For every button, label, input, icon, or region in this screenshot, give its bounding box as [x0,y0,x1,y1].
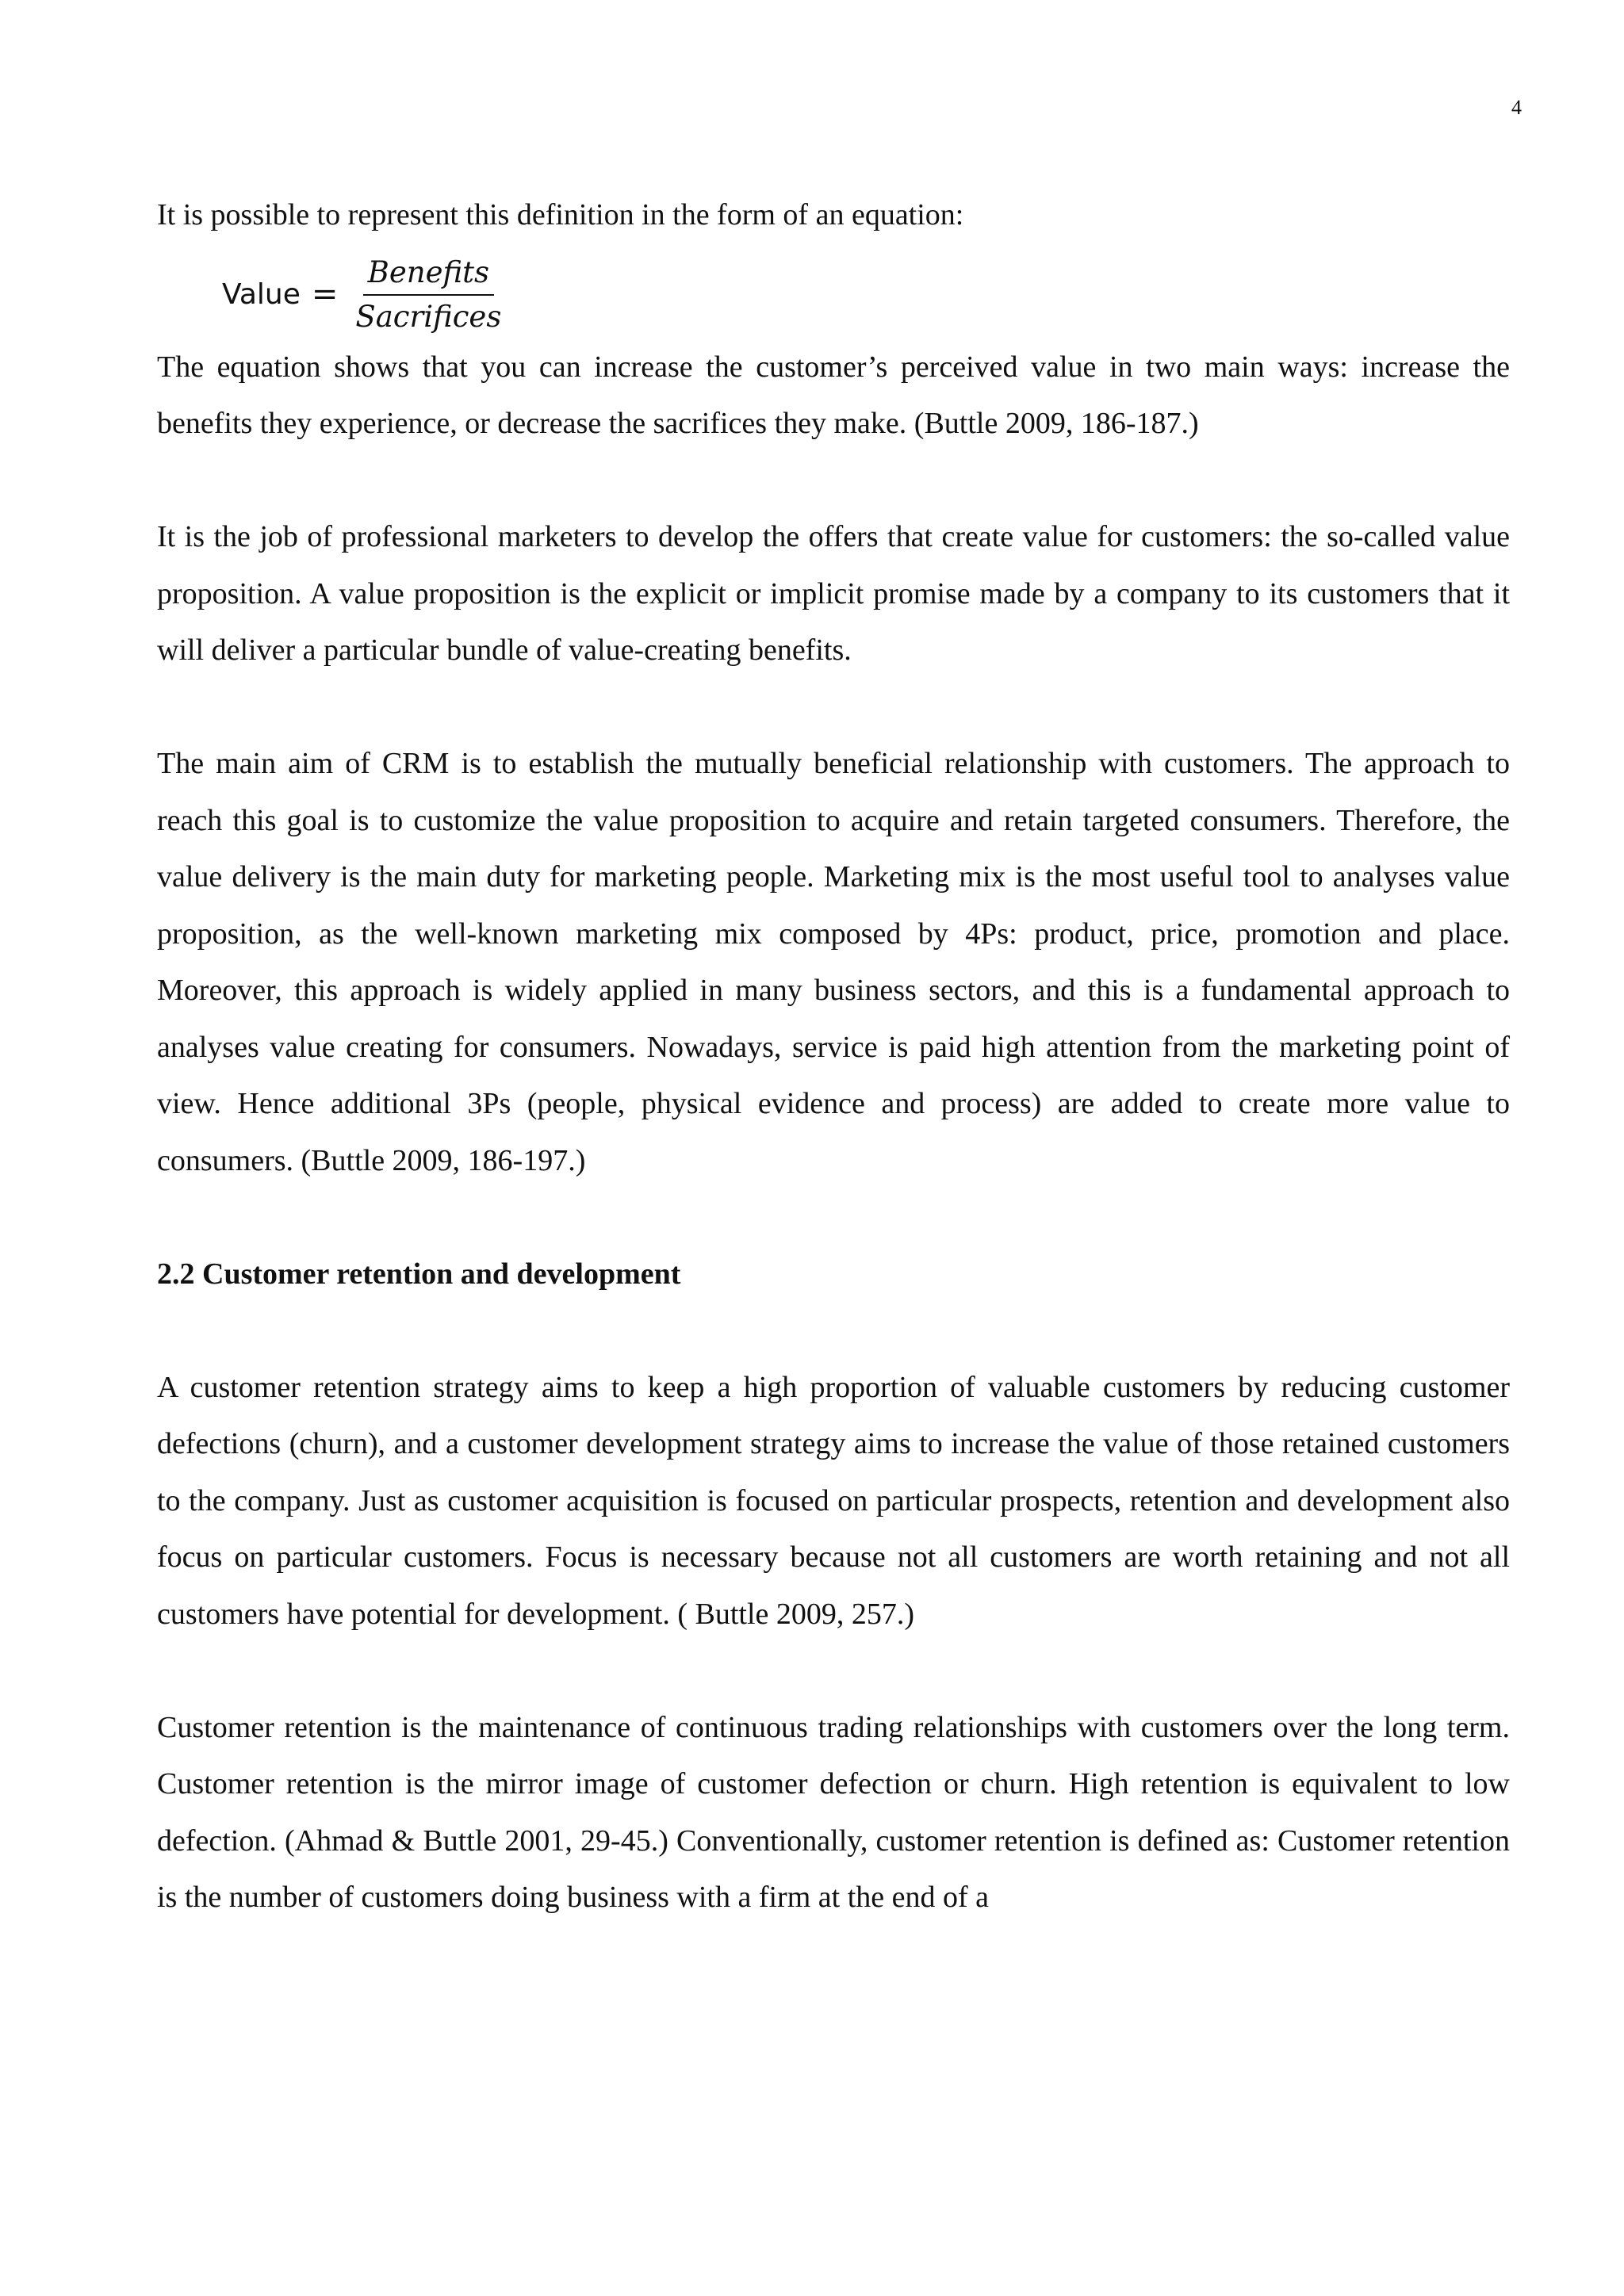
paragraph-value-proposition: It is the job of professional marketers to develop the offers that create value for customers: the so-called value proposition. A value proposition is the explicit or implicit promise made by a company to its customers that it will deliver a particular bundle of value-creating benefits. [157,520,1510,667]
fraction-numerator: Benefits [363,253,494,296]
equals-sign: = [311,275,339,312]
paragraph-value-equation: The equation shows that you can increase the customer’s perceived value in two main ways: increase the benefits they experience, or decrease the sacrifices they make. (Buttle 2009, 186-187.) [157,350,1510,440]
document-body [157,187,1510,1927]
fraction-denominator: Sacrifices [355,299,502,334]
section-heading: 2.2 Customer retention and development [157,1257,681,1291]
paragraph-gap [157,1643,1510,1700]
paragraph-retention-strategy: A customer retention strategy aims to keep a high proportion of valuable customers by reducing customer defections (churn), and a customer development strategy aims to increase the value of those retained customers to the company. Just as customer acquisition is focused on particular prospects, retention and development also focus on particular customers. Focus is necessary because not all customers are worth retaining and not all customers have potential for development. ( Buttle 2009, 257.) [157,1370,1510,1631]
paragraph-gap [157,1189,1510,1246]
page-number: 4 [1511,96,1522,119]
intro-text: It is possible to represent this definition in the form of an equation: [157,198,964,232]
paragraph-crm-aim: The main aim of CRM is to establish the mutually beneficial relationship with customers. The approach to reach this goal is to customize the value proposition to acquire and retain targeted consumers. Therefore, the value delivery is the main duty for marketing people. Marketing mix is the most useful tool to analyses value proposition, as the well-known marketing mix composed by 4Ps: product, price, promotion and place. Moreover, this approach is widely applied in many business sectors, and this is a fundamental approach to analyses value creating for consumers. Nowadays, service is paid high attention from the marketing point of view. Hence additional 3Ps (people, physical evidence and process) are added to create more value to consumers. (Buttle 2009, 186-197.) [157,747,1510,1177]
value-equation [222,251,1510,339]
equation-fraction [350,253,506,337]
equation-lhs: Value [222,277,301,311]
paragraph-gap [157,679,1510,737]
paragraph-gap [157,453,1510,510]
paragraph-retention-definition: Customer retention is the maintenance of continuous trading relationships with customers over the long term. Customer retention is the mirror image of customer defection or churn. High retention is equivalent to low defection. (Ahmad & Buttle 2001, 29-45.) Conventionally, customer retention is defined as: Customer retention is the number of customers doing business with a firm at the end of a [157,1710,1510,1914]
paragraph-gap [157,1303,1510,1360]
